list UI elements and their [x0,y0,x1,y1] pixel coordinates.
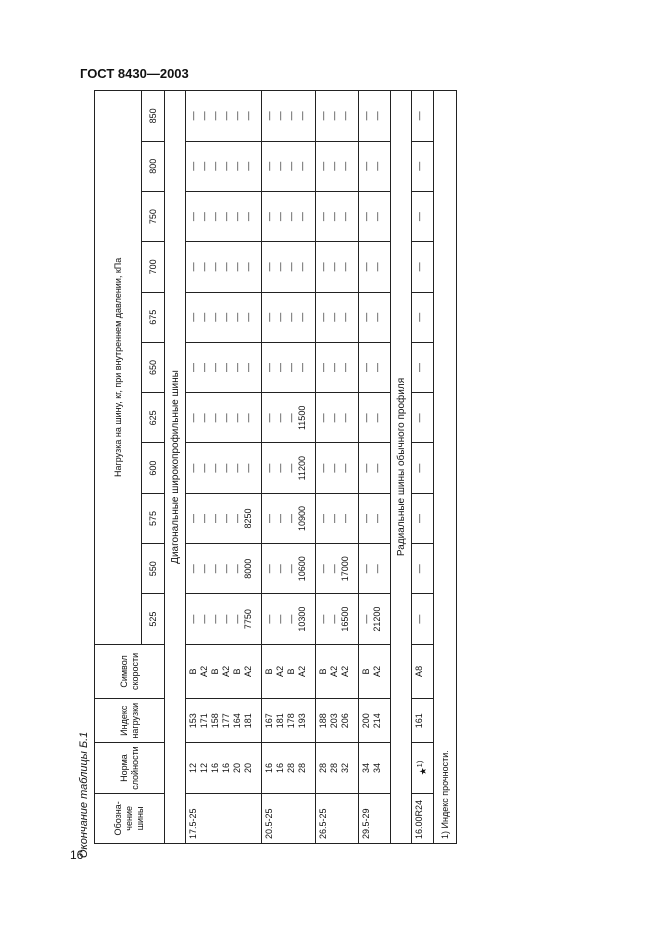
cell-load-value: — — [359,443,391,493]
cell-load-value: — [412,544,434,594]
cell-load-value: — — [359,141,391,191]
section-title: Радиальные шины обычного профиля [391,91,412,844]
cell-load-value: — — — — [262,292,316,342]
cell-load-value: — — — — — — [186,242,262,292]
cell-load-value: — — — [316,393,359,443]
cell-load-value: — — 17000 [316,544,359,594]
cell-load-value: — — — — — — [186,292,262,342]
cell-speed: B A2 B A2 [262,644,316,698]
header-pressure: 650 [142,342,165,392]
header-pressure: 625 [142,393,165,443]
cell-load-value: — — — 11500 [262,393,316,443]
cell-load-value: — [412,594,434,644]
cell-load-value: — — [359,544,391,594]
cell-load-value: — — — — — — [186,443,262,493]
cell-load-value: — [412,292,434,342]
cell-speed: B A2 A2 [316,644,359,698]
cell-ply [186,743,262,793]
section-rows [412,91,434,844]
cell-load-index: 167 181 178 193 [262,699,316,743]
cell-load-value: — — [359,242,391,292]
cell-load-value: — [412,141,434,191]
footnote: 1) Индекс прочности. [434,91,457,844]
cell-load-value: — [412,443,434,493]
cell-load-value: — — — 10600 [262,544,316,594]
cell-load-value: — — [359,91,391,142]
cell-load-value: — — — 10300 [262,594,316,644]
header-pressure: 700 [142,242,165,292]
cell-designation: 17.5-25 [186,793,262,843]
cell-load-value: — — — [316,242,359,292]
cell-ply-value: 28 28 32 [318,763,350,774]
table-row [186,91,262,844]
cell-designation: 20.5-25 [262,793,316,843]
cell-load-value: — — — — — — [186,141,262,191]
header-load-index: Индекс нагрузки [95,699,165,743]
cell-ply [359,743,391,793]
header-pressure: 675 [142,292,165,342]
header-pressure: 800 [142,141,165,191]
standard-title: ГОСТ 8430—2003 [80,66,189,81]
cell-designation: 16.00R24 [412,793,434,843]
cell-speed: B A2 B A2 B A2 [186,644,262,698]
footnote-marker: 1) [415,760,424,768]
cell-ply-value: 34 34 [361,763,382,774]
cell-load-value: — 21200 [359,594,391,644]
cell-load-value: — [412,91,434,142]
cell-load-value: — [412,242,434,292]
cell-load-index: 153 171 158 177 164 181 [186,699,262,743]
cell-load-value: — — — — — 7750 [186,594,262,644]
cell-ply-value: 16 16 28 28 [264,763,307,774]
cell-load-value: — — 16500 [316,594,359,644]
cell-load-value: — — — — — — [186,342,262,392]
rotated-table-block [78,90,478,858]
cell-load-value: — — — — [262,141,316,191]
cell-load-value: — — — [316,191,359,241]
page-number: 16 [70,848,84,862]
cell-ply-value: ★ [418,767,428,776]
cell-load-value: — — — [316,91,359,142]
table-caption: Окончание таблицы Б.1 [78,731,90,858]
cell-ply [412,743,434,793]
cell-load-value: — [412,342,434,392]
cell-load-value: — — — — [262,342,316,392]
header-pressure: 750 [142,191,165,241]
cell-load-index: 200 214 [359,699,391,743]
header-designation: Обозна- чение шины [95,793,165,843]
cell-load-value: — — — [316,342,359,392]
cell-load-value: — — — — — 8250 [186,493,262,543]
cell-load-value: — — — [316,292,359,342]
cell-load-value: — — — [316,493,359,543]
cell-load-value: — — — 10900 [262,493,316,543]
cell-designation: 29.5-29 [359,793,391,843]
cell-ply-value: 12 12 16 16 20 20 [188,763,253,774]
header-pressure: 600 [142,443,165,493]
cell-ply [262,743,316,793]
section-title: Диагональные широкопрофильные шины [165,91,186,844]
cell-load-value: — — [359,493,391,543]
cell-load-value: — [412,393,434,443]
header-pressure: 550 [142,544,165,594]
cell-load-value: — — — 11200 [262,443,316,493]
header-pressure: 575 [142,493,165,543]
header-pressure: 525 [142,594,165,644]
header-ply: Норма слойности [95,743,165,793]
load-table [94,90,457,844]
table-row [316,91,359,844]
cell-speed: B A2 [359,644,391,698]
cell-load-value: — — [359,342,391,392]
cell-load-value: — — — — — — [186,191,262,241]
section-rows [186,91,391,844]
table-row [262,91,316,844]
cell-designation: 26.5-25 [316,793,359,843]
cell-load-value: — — [359,292,391,342]
cell-load-value: — — [359,191,391,241]
header-load-group: Нагрузка на шину, кг, при внутреннем давлении, кПа [95,91,142,645]
cell-load-value: — — — [316,443,359,493]
cell-speed: A8 [412,644,434,698]
cell-load-index: 161 [412,699,434,743]
cell-ply [316,743,359,793]
header-pressure: 850 [142,91,165,142]
cell-load-value: — [412,493,434,543]
cell-load-value: — — — — [262,91,316,142]
cell-load-value: — — — — — 8000 [186,544,262,594]
table-row [359,91,391,844]
cell-load-value: — — [359,393,391,443]
cell-load-value: — — — — [262,242,316,292]
cell-load-value: — [412,191,434,241]
header-speed: Символ скорости [95,644,165,698]
cell-load-value: — — — — [262,191,316,241]
cell-load-value: — — — — — — [186,91,262,142]
cell-load-index: 188 203 206 [316,699,359,743]
cell-load-value: — — — [316,141,359,191]
cell-load-value: — — — — — — [186,393,262,443]
table-row [412,91,434,844]
